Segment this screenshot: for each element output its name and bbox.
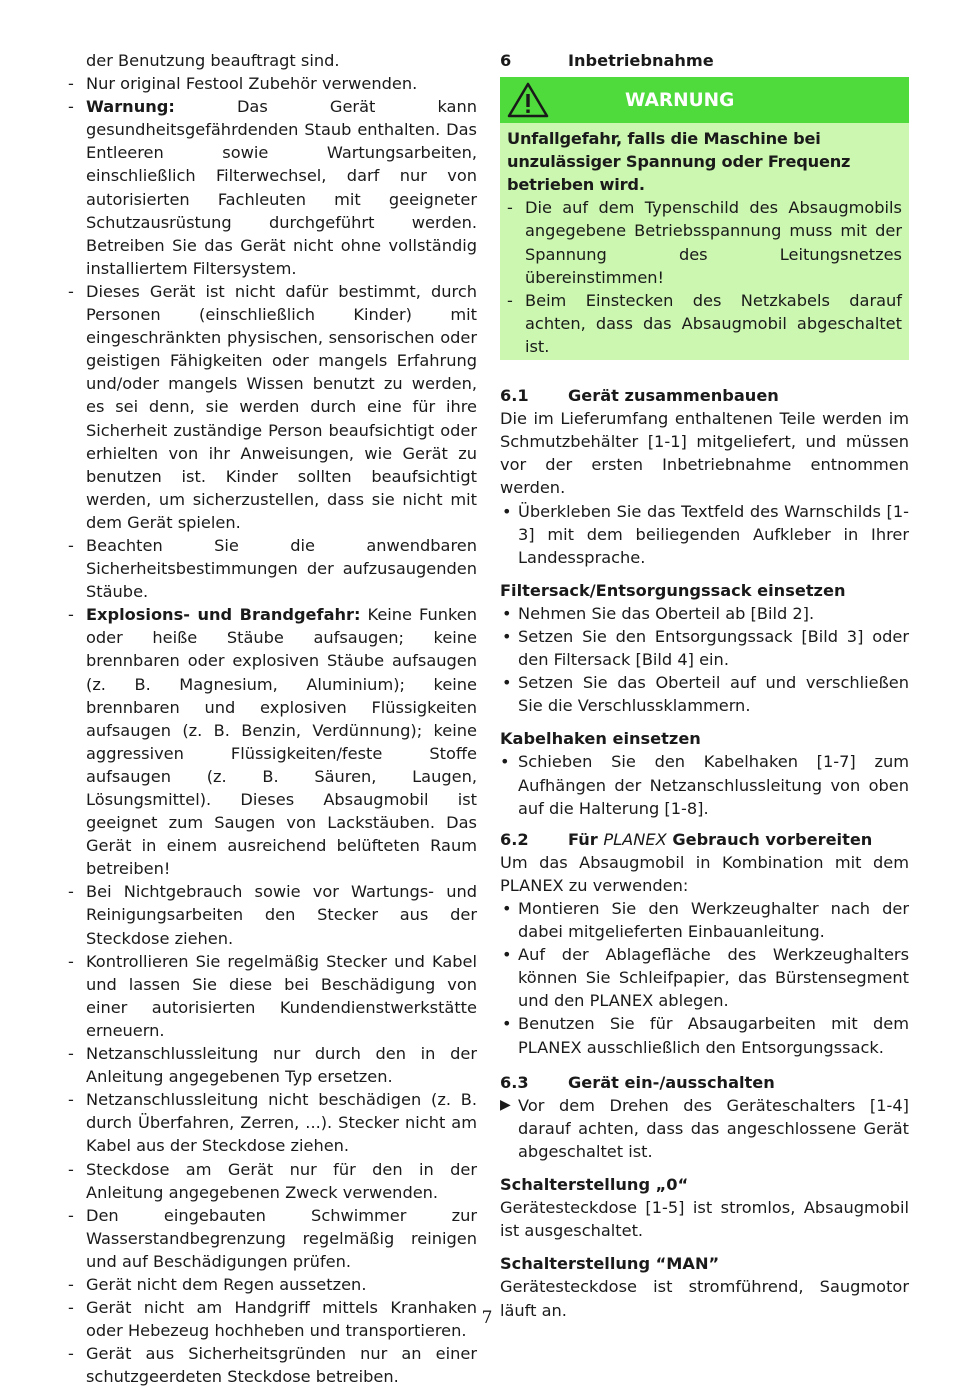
bullet-marker: • [500, 752, 510, 772]
list-item [500, 897, 909, 943]
list-item-text [86, 882, 477, 947]
list-item-text: Auf der Ablagefläche des Werkzeughalters können Sie Schleifpapier, das Bürstensegment und den PLANEX ablegen. [518, 945, 909, 1011]
list-item [68, 534, 477, 603]
list-item [68, 880, 477, 949]
right-column [500, 49, 909, 1322]
list-item-text [86, 605, 477, 878]
list-item-text [86, 282, 477, 532]
bullet-marker: • [502, 626, 512, 646]
list-item [68, 1204, 477, 1273]
warning-item [507, 196, 902, 288]
list-item-text: Schieben Sie den Kabelhaken [1-7] zum Aufhängen der Netzanschlussleitung von oben auf die Halterung [1-8]. [518, 752, 909, 818]
list-item-text [86, 1044, 477, 1086]
section-6-1-text: Die im Lieferumfang enthaltenen Teile werden im Schmutzbehälter [1-1] mitgeliefert, und müssen vor der ersten Inbetriebnahme entnommen werden. [500, 409, 909, 498]
list-item-text: Benutzen Sie für Absaugarbeiten mit dem PLANEX ausschließlich den Entsorgungssack. [518, 1014, 909, 1057]
list-item-text: Überkleben Sie das Textfeld des Warnschilds [1-3] mit dem beiliegenden Aufkleber in Ihrer Landessprache. [518, 501, 909, 567]
list-item-body: Beachten Sie die anwendbaren Sicherheitsbestimmungen der aufzusaugenden Stäube. [86, 535, 477, 602]
list-item-body: Bei Nichtgebrauch sowie vor Wartungs- und Reinigungsarbeiten den Stecker aus der Steckdose ziehen. [86, 882, 477, 948]
list-item-body: Gerät nicht dem Regen aussetzen. [86, 1274, 367, 1294]
dash-marker: - [68, 1159, 74, 1179]
list-item-text [86, 1090, 477, 1155]
list-item [68, 950, 477, 1042]
bullet-marker: • [502, 945, 512, 965]
safety-list [68, 72, 477, 1388]
bullet-marker: • [502, 899, 512, 918]
dash-marker: - [68, 74, 74, 94]
dash-marker: - [507, 198, 513, 218]
left-column [68, 49, 477, 1388]
switch-man-text: Gerätesteckdose ist stromführend, Saugmotor läuft an. [500, 1277, 909, 1320]
page-number: 7 [481, 1308, 493, 1328]
list-item-text [86, 1275, 366, 1294]
section-6-2-bullets [500, 897, 909, 1059]
section-6-heading: 6 Inbetriebnahme [500, 51, 714, 70]
list-item [68, 1273, 477, 1296]
dash-marker: - [68, 1044, 74, 1064]
dash-marker: - [507, 290, 513, 310]
bullet-marker: • [502, 1014, 512, 1034]
section-6-3-heading: 6.3 Gerät ein-/ausschalten [500, 1072, 775, 1092]
warning-title: WARNUNG [625, 89, 735, 111]
warning-item-text: Die auf dem Typenschild des Absaugmobils angegebene Betriebsspannung muss mit der Spannung des Leitungsnetzes übereinstimmen! [525, 198, 902, 287]
list-item-body: Den eingebauten Schwimmer zur Wasserstandbegrenzung regelmäßig reinigen und auf Beschädigungen prüfen. [86, 1205, 477, 1271]
dash-marker: - [68, 605, 74, 625]
list-item-text [86, 1206, 477, 1271]
list-item-body: Gerät nicht am Handgriff mittels Kranhaken oder Hebezeug hochheben und transportieren. [86, 1298, 477, 1341]
arrow-icon: ▶ [500, 1096, 511, 1113]
warning-item-text: Beim Einstecken des Netzkabels darauf achten, dass das Absaugmobil abgeschaltet ist. [525, 290, 902, 356]
kabelhaken-bullets [500, 750, 909, 819]
warning-triangle-icon [507, 82, 549, 118]
list-item [68, 1042, 477, 1088]
list-item [500, 943, 909, 1012]
list-item-text [86, 536, 477, 601]
list-item [68, 95, 477, 280]
bullet-marker: • [502, 501, 512, 521]
list-item-body: Steckdose am Gerät nur für den in der Anleitung angegebenen Zweck verwenden. [86, 1159, 477, 1202]
dash-marker: - [68, 1090, 74, 1110]
list-item-body: Netzanschlussleitung nicht beschädigen (z. B. durch Überfahren, Zerren, ...). Stecker nicht am Kabel aus der Steckdose ziehen. [86, 1090, 477, 1156]
list-item-body: Netzanschlussleitung nur durch den in der Anleitung angegebenen Typ ersetzen. [86, 1044, 477, 1087]
list-item-body: Das Gerät kann gesundheitsgefährdenden Staub enthalten. Das Entleeren sowie Wartungsarbeiten, einschließlich Filterwechsel, darf nur von autorisierten Fachleuten mit geeigneter Schutzausrüstung durchgeführt werden. Betreiben Sie das Gerät nicht ohne vollständig installiertem Filtersystem. [86, 97, 477, 278]
warning-item [507, 289, 902, 358]
section-6-1-bullets [500, 500, 909, 569]
list-item-bold: Warnung: [86, 97, 175, 117]
dash-marker: - [68, 281, 74, 301]
filtersack-bullets [500, 602, 909, 717]
kabelhaken-heading: Kabelhaken einsetzen [500, 729, 701, 749]
dash-marker: - [68, 1274, 74, 1294]
list-item [68, 603, 477, 880]
section-6-1-heading: 6.1 Gerät zusammenbauen [500, 386, 779, 406]
dash-marker: - [68, 1344, 74, 1364]
list-item [68, 72, 477, 95]
list-item [500, 1012, 909, 1058]
warning-header [500, 77, 909, 123]
list-item-bold: Explosions- und Brandgefahr: [86, 605, 361, 625]
dash-marker: - [68, 97, 74, 117]
warning-box [500, 77, 909, 360]
dash-marker: - [68, 535, 74, 555]
bullet-marker: • [502, 603, 512, 623]
list-item [68, 280, 477, 534]
list-item [500, 500, 909, 569]
list-item [500, 602, 909, 625]
section-6-2-heading: 6.2 Für PLANEX Gebrauch vorbereiten [500, 829, 873, 849]
switch-man-heading: Schalterstellung “MAN” [500, 1254, 720, 1274]
switch-0-text: Gerätesteckdose [1-5] ist stromlos, Absaugmobil ist ausgeschaltet. [500, 1198, 909, 1241]
list-item-text [86, 952, 477, 1040]
continued-text: der Benutzung beauftragt sind. [86, 51, 340, 70]
list-item-text: Montieren Sie den Werkzeughalter nach der dabei mitgelieferten Einbauanleitung. [518, 899, 909, 942]
list-item [68, 1342, 477, 1388]
section-6-3-step: ▶ Vor dem Drehen des Geräteschalters [1-4] darauf achten, dass das angeschlossene Gerät abgeschaltet ist. [500, 1095, 909, 1161]
list-item [68, 1088, 477, 1157]
list-item-text [86, 97, 477, 278]
filtersack-heading: Filtersack/Entsorgungssack einsetzen [500, 580, 846, 600]
list-item-body: Dieses Gerät ist nicht dafür bestimmt, durch Personen (einschließlich Kinder) mit eingeschränkten physischen, sensorischen oder geistigen Fähigkeiten oder mangels Erfahrung und/oder mangels Wissen benutzt zu werden, es sei denn, sie werden durch eine für ihre Sicherheit zuständige Person beaufsichtigt oder erhielten von ihr Anweisungen, wie Gerät zu benutzen ist. Kinder sollten beaufsichtigt werden, um sicherzustellen, dass sie nicht mit dem Gerät spielen. [86, 281, 477, 532]
section-6-2-text: Um das Absaugmobil in Kombination mit dem PLANEX zu verwenden: [500, 852, 909, 895]
dash-marker: - [68, 882, 74, 902]
dash-marker: - [68, 1298, 74, 1318]
list-item-text [86, 74, 417, 93]
warning-bold-text: Unfallgefahr, falls die Maschine bei unzulässiger Spannung oder Frequenz betrieben wird. [507, 129, 851, 195]
list-item-text: Setzen Sie den Entsorgungssack [Bild 3] oder den Filtersack [Bild 4] ein. [518, 626, 909, 670]
list-item [500, 625, 909, 671]
list-item-text: Nehmen Sie das Oberteil ab [Bild 2]. [518, 603, 815, 623]
warning-list [507, 196, 902, 358]
dash-marker: - [68, 951, 74, 971]
dash-marker: - [68, 1205, 74, 1225]
list-item-body: Kontrollieren Sie regelmäßig Stecker und Kabel und lassen Sie diese bei Beschädigung von einer autorisierten Kundendienstwerkstätte erneuern. [86, 951, 477, 1040]
warning-body [500, 123, 909, 360]
bullet-marker: • [502, 673, 512, 693]
list-item-body: Nur original Festool Zubehör verwenden. [86, 74, 418, 94]
list-item [500, 750, 909, 819]
switch-0-heading: Schalterstellung „0“ [500, 1175, 689, 1195]
list-item [68, 1158, 477, 1204]
list-item-text [86, 1160, 477, 1202]
list-item-body: Gerät aus Sicherheitsgründen nur an einer schutzgeerdeten Steckdose betreiben. [86, 1344, 477, 1387]
list-item-body: Keine Funken oder heiße Stäube aufsaugen; keine brennbaren oder explosiven Stäube aufsaugen (z. B. Magnesium, Aluminium); keine brennbaren und explosiven Flüssigkeiten aufsaugen (z. B. Benzin, Verdünnung); keine aggressiven Flüssigkeiten/feste Stoffe aufsaugen (z. B. Säuren, Laugen, Lösungsmittel). Dieses Absaugmobil ist geeignet zum Saugen von Lackstäuben. Das Gerät in einem ausreichend belüfteten Raum betreiben! [86, 605, 478, 879]
list-item [500, 671, 909, 717]
list-item-text: Setzen Sie das Oberteil auf und verschließen Sie die Verschlussklammern. [518, 673, 909, 716]
